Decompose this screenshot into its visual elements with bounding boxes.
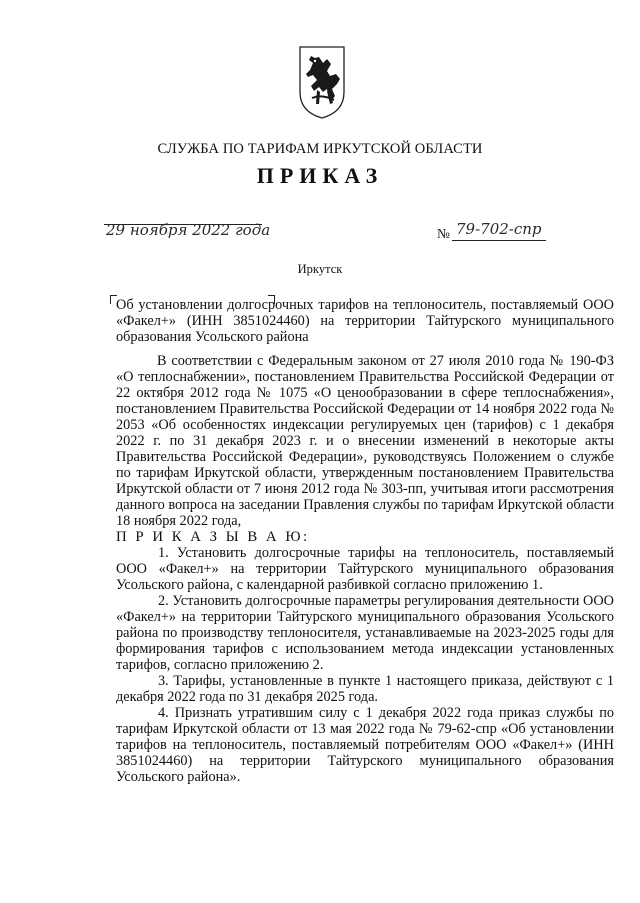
document-date: 29 ноября 2022 года	[106, 221, 271, 239]
number-sign: №	[437, 226, 450, 241]
document-type-title: ПРИКАЗ	[256, 163, 384, 188]
coat-of-arms-irkutsk-icon	[297, 44, 347, 120]
order-point-4: 4. Признать утратившим силу с 1 декабря 2022 года приказ службы по тарифам Иркутской области от 13 мая 2022 года № 79-62-спр «Об установлении тарифов на теплоноситель, поставляемый потребителям ООО «Факел+» (ИНН 3851024460) на территории Тайтурского муниципального образования Усольского района».	[116, 705, 614, 785]
document-body	[116, 353, 614, 785]
order-word: П Р И К А З Ы В А Ю:	[116, 529, 310, 545]
order-point-1: 1. Установить долгосрочные тарифы на теплоноситель, поставляемый ООО «Факел+» на территории Тайтурского муниципального образования Усольского района, с календарной разбивкой согласно приложению 1.	[116, 545, 614, 593]
number-underline	[452, 240, 546, 241]
agency-name: СЛУЖБА ПО ТАРИФАМ ИРКУТСКОЙ ОБЛАСТИ	[157, 141, 483, 157]
document-subject: Об установлении долгосрочных тарифов на теплоноситель, поставляемый ООО «Факел+» (ИНН 3851024460) на территории Тайтурского муниципального образования Усольского района	[116, 297, 614, 345]
order-point-3: 3. Тарифы, установленные в пункте 1 настоящего приказа, действуют с 1 декабря 2022 года по 31 декабря 2025 года.	[116, 673, 614, 705]
preamble-paragraph: В соответствии с Федеральным законом от 27 июля 2010 года № 190-ФЗ «О теплоснабжении», постановлением Правительства Российской Федерации от 22 октября 2012 года № 1075 «О ценообразовании в сфере теплоснабжения», постановлением Правительства Российской Федерации от 14 ноября 2022 года № 2053 «Об особенностях индексации регулируемых цен (тарифов) с 1 декабря 2022 г. по 31 декабря 2023 г. и о внесении изменений в некоторые акты Правительства Российской Федерации», руководствуясь Положением о службе по тарифам Иркутской области, утвержденным постановлением Правительства Иркутской области от 7 июня 2012 года № 303-пп, учитывая итоги рассмотрения данного вопроса на заседании Правления службы по тарифам Иркутской области 18 ноября 2022 года,	[116, 353, 614, 529]
city-name: Иркутск	[297, 262, 343, 276]
document-number: 79-702-спр	[456, 220, 542, 238]
order-point-2: 2. Установить долгосрочные параметры регулирования деятельности ООО «Факел+» на территории Тайтурского муниципального образования Усольского района по производству теплоносителя, устанавливаемые на 2023-2025 годы для формирования тарифов с использованием метода индексации установленных тарифов, согласно приложению 2.	[116, 593, 614, 673]
